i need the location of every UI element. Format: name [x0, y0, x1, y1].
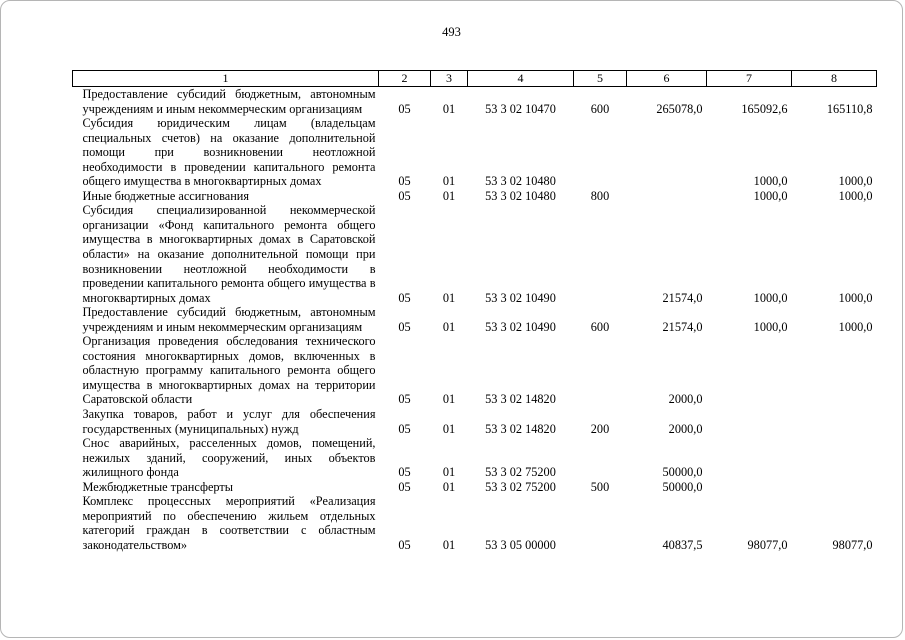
cell-col5: 200 — [590, 421, 610, 436]
cell-col8: 98077,0 — [832, 537, 873, 552]
cell-col7 — [707, 334, 792, 407]
cell-col6: 21574,0 — [662, 290, 703, 305]
cell-col3: 01 — [442, 465, 456, 480]
table-body — [73, 87, 877, 553]
cell-col3: 01 — [442, 188, 456, 203]
cell-col6: 21574,0 — [662, 319, 703, 334]
cell-col1: Закупка товаров, работ и услуг для обеспечения государственных (муниципальных) нужд — [82, 407, 376, 436]
cell-col8: 165110,8 — [826, 101, 873, 116]
table-row — [73, 116, 877, 189]
table-row — [73, 480, 877, 495]
table-header-row — [73, 71, 877, 87]
cell-col5: 800 — [590, 188, 610, 203]
cell-col4: 53 3 02 14820 — [485, 392, 556, 407]
cell-col6: 50000,0 — [662, 479, 703, 494]
cell-col4: 53 3 02 75200 — [485, 465, 556, 480]
cell-col7: 98077,0 — [747, 537, 788, 552]
cell-col6: 2000,0 — [668, 392, 703, 407]
cell-col4: 53 3 02 75200 — [485, 479, 556, 494]
cell-col7 — [707, 480, 792, 495]
cell-col7: 1000,0 — [753, 319, 788, 334]
column-header-4: 4 — [468, 71, 574, 87]
cell-col1: Межбюджетные трансферты — [82, 479, 234, 494]
cell-col8: 1000,0 — [838, 290, 873, 305]
cell-col1: Иные бюджетные ассигнования — [82, 188, 250, 203]
cell-col8 — [792, 334, 877, 407]
cell-col4: 53 3 02 14820 — [485, 421, 556, 436]
cell-col8: 1000,0 — [838, 188, 873, 203]
table-row — [73, 87, 877, 117]
cell-col5: 600 — [590, 319, 610, 334]
cell-col2: 05 — [398, 392, 411, 407]
cell-col3: 01 — [442, 421, 456, 436]
column-header-5: 5 — [574, 71, 627, 87]
table-row — [73, 494, 877, 552]
cell-col1: Субсидия юридическим лицам (владельцам специальных счетов) на оказание дополнительной помощи при возникновении неотложной необходимости в проведении капитального ремонта общего имущества в многоквартирных домах — [82, 116, 376, 189]
cell-col2: 05 — [398, 188, 411, 203]
cell-col2: 05 — [398, 290, 411, 305]
cell-col3: 01 — [442, 479, 456, 494]
column-header-3: 3 — [431, 71, 468, 87]
cell-col8 — [792, 407, 877, 436]
cell-col1: Комплекс процессных мероприятий «Реализация мероприятий по обеспечению жильем отдельных категорий граждан в соответствии с областным законодательством» — [82, 494, 376, 552]
cell-col6: 2000,0 — [668, 421, 703, 436]
cell-col8: 1000,0 — [838, 319, 873, 334]
cell-col4: 53 3 05 00000 — [485, 537, 556, 552]
cell-col4: 53 3 02 10480 — [485, 188, 556, 203]
cell-col3: 01 — [442, 392, 456, 407]
table-row — [73, 334, 877, 407]
cell-col2: 05 — [398, 421, 411, 436]
cell-col7: 1000,0 — [753, 188, 788, 203]
cell-col5 — [574, 436, 627, 480]
cell-col5 — [574, 334, 627, 407]
cell-col1: Предоставление субсидий бюджетным, автономным учреждениям и иным некоммерческим организациям — [82, 305, 376, 334]
table-row — [73, 203, 877, 305]
cell-col6: 50000,0 — [662, 465, 703, 480]
cell-col4: 53 3 02 10490 — [485, 319, 556, 334]
budget-table — [72, 70, 877, 553]
cell-col2: 05 — [398, 101, 411, 116]
cell-col3: 01 — [442, 319, 456, 334]
cell-col1: Предоставление субсидий бюджетным, автономным учреждениям и иным некоммерческим организациям — [82, 87, 376, 116]
cell-col3: 01 — [442, 174, 456, 189]
cell-col8 — [792, 436, 877, 480]
table-row — [73, 189, 877, 204]
cell-col2: 05 — [398, 465, 411, 480]
column-header-6: 6 — [627, 71, 707, 87]
cell-col7: 1000,0 — [753, 290, 788, 305]
column-header-1: 1 — [73, 71, 379, 87]
cell-col2: 05 — [398, 479, 411, 494]
cell-col2: 05 — [398, 174, 411, 189]
cell-col5 — [574, 203, 627, 305]
cell-col4: 53 3 02 10490 — [485, 290, 556, 305]
cell-col6 — [627, 116, 707, 189]
table-row — [73, 436, 877, 480]
cell-col3: 01 — [442, 290, 456, 305]
cell-col8: 1000,0 — [838, 174, 873, 189]
cell-col1: Организация проведения обследования технического состояния многоквартирных домов, включенных в областную программу капитального ремонта общего имущества в многоквартирных домах на территории Саратовской области — [82, 334, 376, 407]
cell-col3: 01 — [442, 101, 456, 116]
column-header-8: 8 — [792, 71, 877, 87]
cell-col5 — [574, 494, 627, 552]
cell-col4: 53 3 02 10480 — [485, 174, 556, 189]
cell-col4: 53 3 02 10470 — [485, 101, 556, 116]
cell-col2: 05 — [398, 319, 411, 334]
cell-col7 — [707, 436, 792, 480]
cell-col6: 265078,0 — [656, 101, 703, 116]
page-number: 493 — [442, 25, 461, 39]
cell-col7 — [707, 407, 792, 436]
cell-col3: 01 — [442, 537, 456, 552]
cell-col5: 600 — [590, 101, 610, 116]
cell-col6: 40837,5 — [662, 537, 703, 552]
column-header-2: 2 — [379, 71, 431, 87]
cell-col8 — [792, 480, 877, 495]
cell-col6 — [627, 189, 707, 204]
cell-col2: 05 — [398, 537, 411, 552]
cell-col1: Снос аварийных, расселенных домов, помещений, нежилых зданий, сооружений, иных объектов жилищного фонда — [82, 436, 376, 480]
table-row — [73, 305, 877, 334]
cell-col5: 500 — [590, 479, 610, 494]
cell-col7: 165092,6 — [741, 101, 788, 116]
cell-col7: 1000,0 — [753, 174, 788, 189]
cell-col5 — [574, 116, 627, 189]
column-header-7: 7 — [707, 71, 792, 87]
cell-col1: Субсидия специализированной некоммерческой организации «Фонд капитального ремонта общего имущества в многоквартирных домах в Саратовской области» на оказание дополнительной помощи при возникновении неотложной необходимости в проведении капитального ремонта общего имущества в многоквартирных домах — [82, 203, 376, 305]
table-row — [73, 407, 877, 436]
